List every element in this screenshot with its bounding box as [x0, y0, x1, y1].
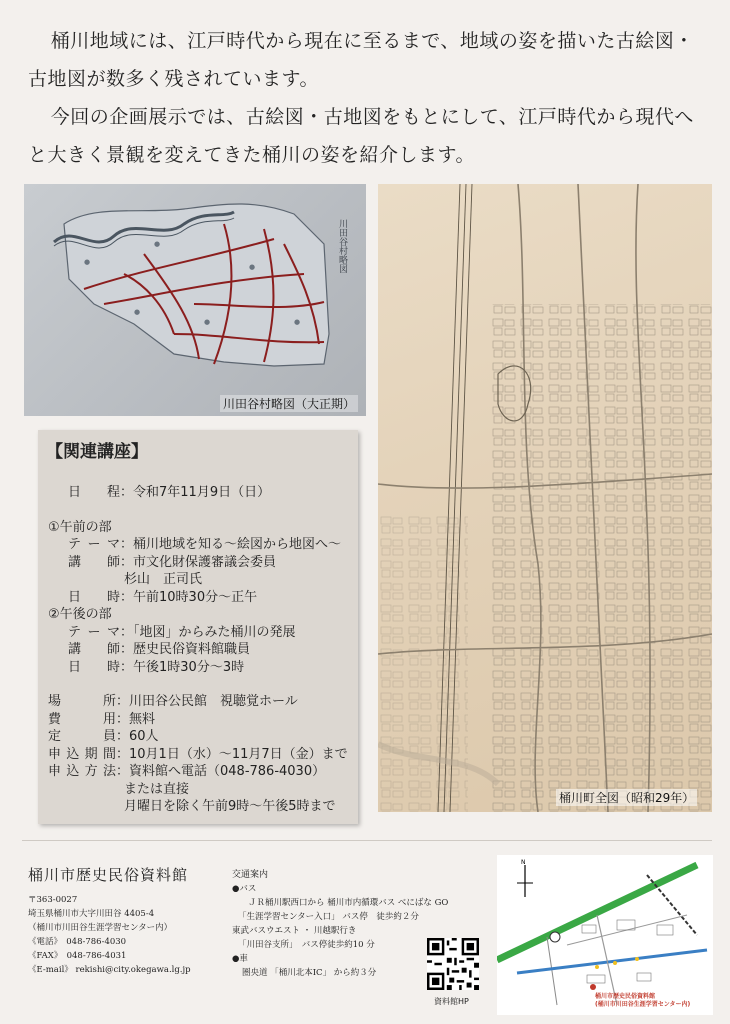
access-map	[497, 855, 713, 1015]
date-row: 日 程 ：令和7年11月9日（日）	[68, 485, 271, 500]
okegawa-map-caption: 桶川町全図（昭和29年）	[556, 789, 697, 806]
pm-session-title: ②午後の部	[48, 607, 112, 622]
email-link[interactable]: 《E-mail》 rekishi@city.okegawa.lg.jp	[28, 965, 191, 975]
map-museum-label: 桶川市歴史民俗資料館 (桶川市川田谷生涯学習センター内)	[595, 993, 691, 1008]
am-lecturer-row: 講 師 ：市文化財保護審議会委員	[68, 554, 277, 570]
bus-line-1: ＪＲ桶川駅西口から 桶川市内循環バス べにばな GO	[248, 898, 449, 908]
car-line-1: 圏央道 「桶川北本IC」 から約３分	[242, 968, 377, 978]
north-arrow-icon	[517, 859, 533, 897]
pm-time-row: 日 時 ：午後1時30分～3時	[68, 659, 245, 675]
okegawa-map-drawing	[378, 184, 712, 812]
bus-line-2: 「生涯学習センター入口」 バス停 徒歩約２分	[238, 912, 419, 922]
intro-text	[28, 22, 708, 174]
intro-paragraph-1: 桶川地域には、江戸時代から現在に至るまで、地域の姿を描いた古絵図・古地図が数多く残されています。	[28, 30, 694, 90]
bus-line-4: 「川田谷支所」 バス停徒歩約10 分	[238, 940, 375, 950]
am-lecturer-name: 杉山 正司氏	[124, 572, 203, 587]
am-theme-row: テーマ ：桶川地域を知る～絵図から地図へ～	[68, 537, 342, 552]
address: 埼玉県桶川市大字川田谷 4405-4	[28, 909, 155, 919]
method-row-3: 月曜日を除く午前9時～午後5時まで	[124, 799, 336, 814]
method-row: 申込方法 ：資料館へ電話（048-786-4030）	[48, 764, 326, 779]
lecture-details	[48, 484, 354, 816]
map-vertical-title: 川田谷村略図	[337, 219, 347, 273]
kawataya-village-map	[24, 184, 366, 416]
postal-code: 〒363-0027	[28, 895, 78, 905]
car-heading: ●車	[232, 954, 248, 964]
period-row: 申込期間 ：10月1日（水）～11月7日（金）まで	[48, 746, 348, 762]
pm-theme-row: テーマ ：「地図」からみた桶川の発展	[68, 624, 296, 640]
svg-text:●: ●	[204, 318, 211, 326]
phone: 《電話》 048-786-4030	[28, 937, 127, 947]
fax: 《FAX》 048-786-4031	[28, 951, 127, 961]
svg-text:●: ●	[154, 240, 161, 248]
qr-code-icon[interactable]	[427, 938, 479, 990]
museum-contact	[28, 893, 218, 977]
svg-text:●: ●	[134, 308, 141, 316]
access-map-drawing	[497, 855, 713, 1015]
svg-text:●: ●	[84, 258, 91, 266]
intro-paragraph-2: 今回の企画展示では、古絵図・古地図をもとにして、江戸時代から現代へと大きく景観を変えてきた桶川の姿を紹介します。	[28, 106, 694, 166]
svg-text:●: ●	[249, 263, 256, 271]
venue-row: 場 所 ：川田谷公民館 視聴覚ホール	[48, 694, 298, 709]
bus-heading: ●バス	[232, 884, 257, 894]
svg-text:●: ●	[294, 318, 301, 326]
lecture-title: 【関連講座】	[46, 442, 148, 462]
fee-row: 費 用 ：無料	[48, 711, 156, 727]
footer-divider	[22, 840, 712, 841]
pm-lecturer-row: 講 師 ：歴史民俗資料館職員	[68, 642, 251, 657]
kawataya-map-drawing	[24, 184, 366, 416]
related-lecture-box	[38, 430, 358, 824]
am-time-row: 日 時 ：午前10時30分～正午	[68, 589, 258, 605]
bus-line-3: 東武バスウエスト ・ 川越駅行き	[232, 926, 357, 936]
svg-text:N: N	[521, 859, 526, 866]
method-row-2: または直接	[124, 781, 190, 797]
qr-caption: 資料館HP	[434, 997, 469, 1006]
access-title: 交通案内	[232, 870, 269, 880]
am-session-title: ①午前の部	[48, 519, 112, 535]
kawataya-map-caption: 川田谷村略図（大正期）	[220, 395, 358, 412]
capacity-row: 定 員 ：60人	[48, 729, 159, 744]
okegawa-town-map	[378, 184, 712, 812]
address-note: （桶川市川田谷生涯学習センター内）	[28, 923, 173, 933]
museum-name: 桶川市歴史民俗資料館	[28, 866, 189, 884]
